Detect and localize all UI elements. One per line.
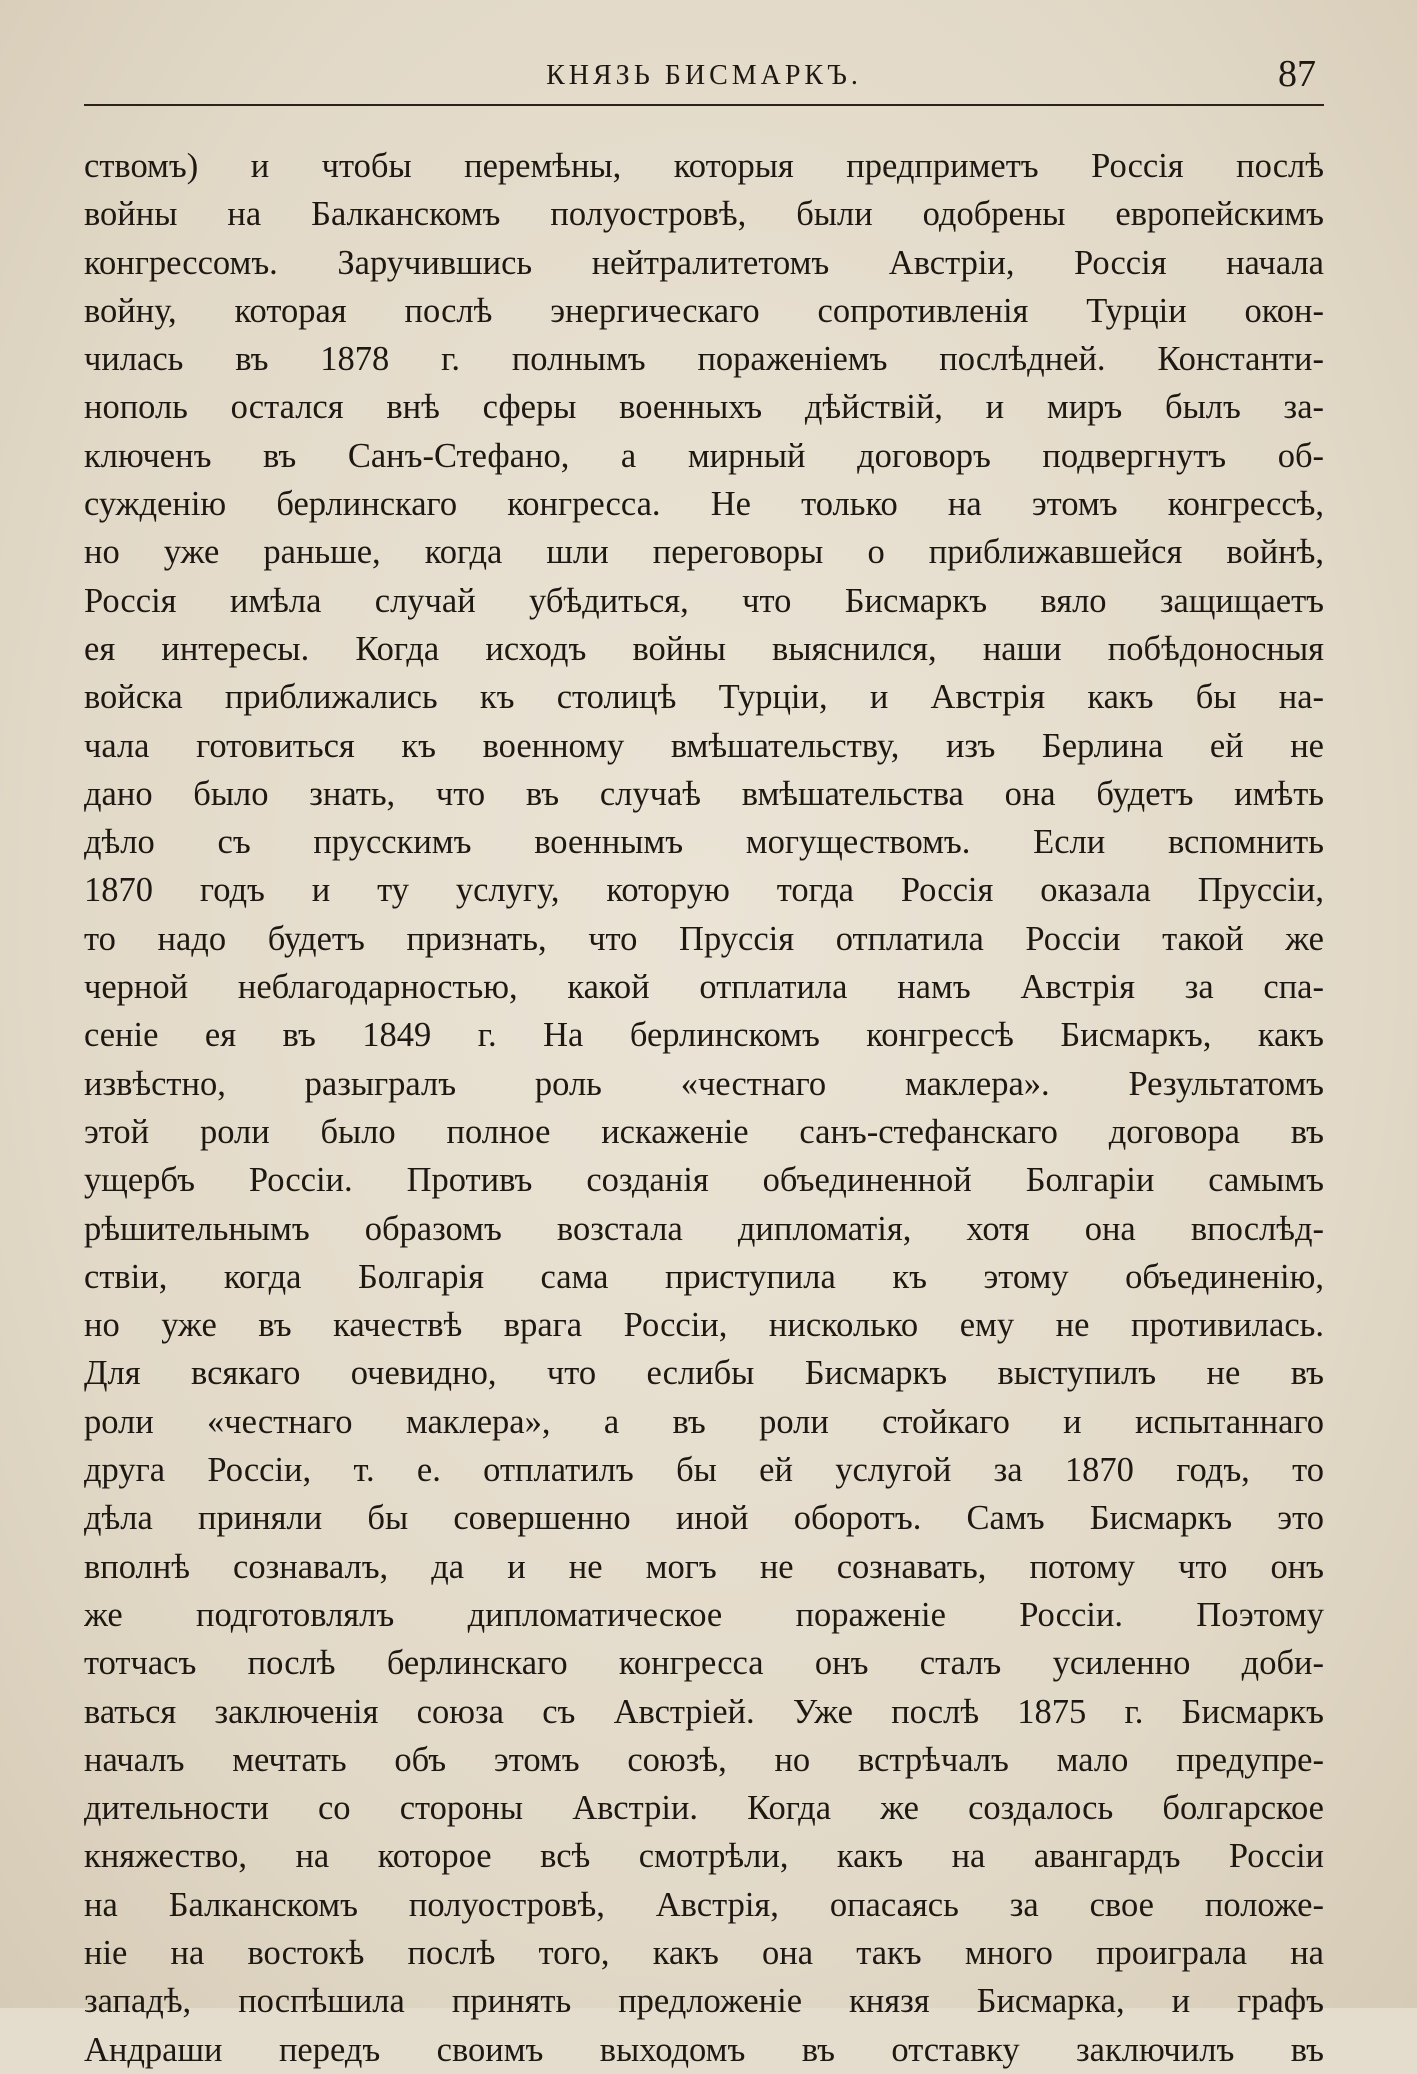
text-line: дѣло съ прусскимъ военнымъ могуществомъ. Если вспомнить	[84, 823, 1324, 862]
text-line: Для всякаго очевидно, что еслибы Бисмаркъ выступилъ не въ	[84, 1354, 1324, 1393]
text-line: тотчасъ послѣ берлинскаго конгресса онъ сталъ усиленно доби-	[84, 1644, 1324, 1683]
text-line: 1870 годъ и ту услугу, которую тогда Россія оказала Пруссіи,	[84, 871, 1324, 910]
text-line: но уже раньше, когда шли переговоры о приближавшейся войнѣ,	[84, 533, 1324, 572]
text-line: сеніе ея въ 1849 г. На берлинскомъ конгрессѣ Бисмаркъ, какъ	[84, 1016, 1324, 1055]
header-rule	[84, 104, 1324, 106]
text-line: войска приближались къ столицѣ Турціи, и Австрія какъ бы на-	[84, 678, 1324, 717]
text-line: Андраши передъ своимъ выходомъ въ отставку заключилъ въ	[84, 2030, 1324, 2069]
page-number: 87	[1278, 53, 1316, 95]
text-line: на Балканскомъ полуостровѣ, Австрія, опасаясь за свое положе-	[84, 1885, 1324, 1924]
text-line: вполнѣ сознавалъ, да и не могъ не сознавать, потому что онъ	[84, 1547, 1324, 1586]
text-line: дано было знать, что въ случаѣ вмѣшательства она будетъ имѣть	[84, 774, 1324, 813]
text-line: ствомъ) и чтобы перемѣны, которыя предприметъ Россія послѣ	[84, 147, 1324, 185]
text-line: конгрессомъ. Заручившись нейтралитетомъ Австріи, Россія начала	[84, 243, 1324, 282]
running-head	[84, 52, 1324, 108]
text-line: началъ мечтать объ этомъ союзѣ, но встрѣчалъ мало предупре-	[84, 1740, 1324, 1779]
text-line: ключенъ въ Санъ-Стефано, а мирный договоръ подвергнутъ об-	[84, 436, 1324, 475]
text-line: то надо будетъ признать, что Пруссія отплатила Россіи такой же	[84, 919, 1324, 958]
text-line: ущербъ Россіи. Противъ созданія объединенной Болгаріи самымъ	[84, 1161, 1324, 1200]
text-line: друга Россіи, т. е. отплатилъ бы ей услугой за 1870 годъ, то	[84, 1451, 1324, 1490]
text-line: этой роли было полное искаженіе санъ-стефанскаго договора въ	[84, 1112, 1324, 1151]
text-line: сужденію берлинскаго конгресса. Не только на этомъ конгрессѣ,	[84, 485, 1324, 524]
text-line: дѣла приняли бы совершенно иной оборотъ. Самъ Бисмаркъ это	[84, 1499, 1324, 1538]
text-line: но уже въ качествѣ врага Россіи, нисколько ему не противилась.	[84, 1306, 1324, 1345]
running-title: КНЯЗЬ БИСМАРКЪ.	[546, 60, 862, 91]
text-line: ствіи, когда Болгарія сама приступила къ этому объединенію,	[84, 1257, 1324, 1296]
text-line: ніе на востокѣ послѣ того, какъ она такъ много проиграла на	[84, 1933, 1324, 1972]
text-line: войны на Балканскомъ полуостровѣ, были одобрены европейскимъ	[84, 195, 1324, 234]
text-line: ваться заключенія союза съ Австріей. Уже послѣ 1875 г. Бисмаркъ	[84, 1692, 1324, 1731]
text-line: княжество, на которое всѣ смотрѣли, какъ на авангардъ Россіи	[84, 1837, 1324, 1876]
text-line: извѣстно, разыгралъ роль «честнаго маклера». Результатомъ	[84, 1064, 1324, 1103]
text-line: чала готовиться къ военному вмѣшательству, изъ Берлина ей не	[84, 726, 1324, 765]
text-line: черной неблагодарностью, какой отплатила намъ Австрія за спа-	[84, 968, 1324, 1007]
text-line: же подготовлялъ дипломатическое пораженіе Россіи. Поэтому	[84, 1595, 1324, 1634]
text-line: ея интересы. Когда исходъ войны выяснился, наши побѣдоносныя	[84, 629, 1324, 668]
text-line: чилась въ 1878 г. полнымъ пораженіемъ послѣдней. Константи-	[84, 340, 1324, 379]
text-line: дительности со стороны Австріи. Когда же создалось болгарское	[84, 1789, 1324, 1828]
text-line: войну, которая послѣ энергическаго сопротивленія Турціи окон-	[84, 291, 1324, 330]
text-line: рѣшительнымъ образомъ возстала дипломатія, хотя она впослѣд-	[84, 1209, 1324, 1248]
text-line: западѣ, поспѣшила принять предложеніе князя Бисмарка, и графъ	[84, 1982, 1324, 2021]
text-line: нополь остался внѣ сферы военныхъ дѣйствій, и миръ былъ за-	[84, 388, 1324, 427]
text-line: роли «честнаго маклера», а въ роли стойкаго и испытаннаго	[84, 1402, 1324, 1441]
text-line: Россія имѣла случай убѣдиться, что Бисмаркъ вяло защищаетъ	[84, 581, 1324, 620]
body-text	[84, 142, 1324, 2074]
